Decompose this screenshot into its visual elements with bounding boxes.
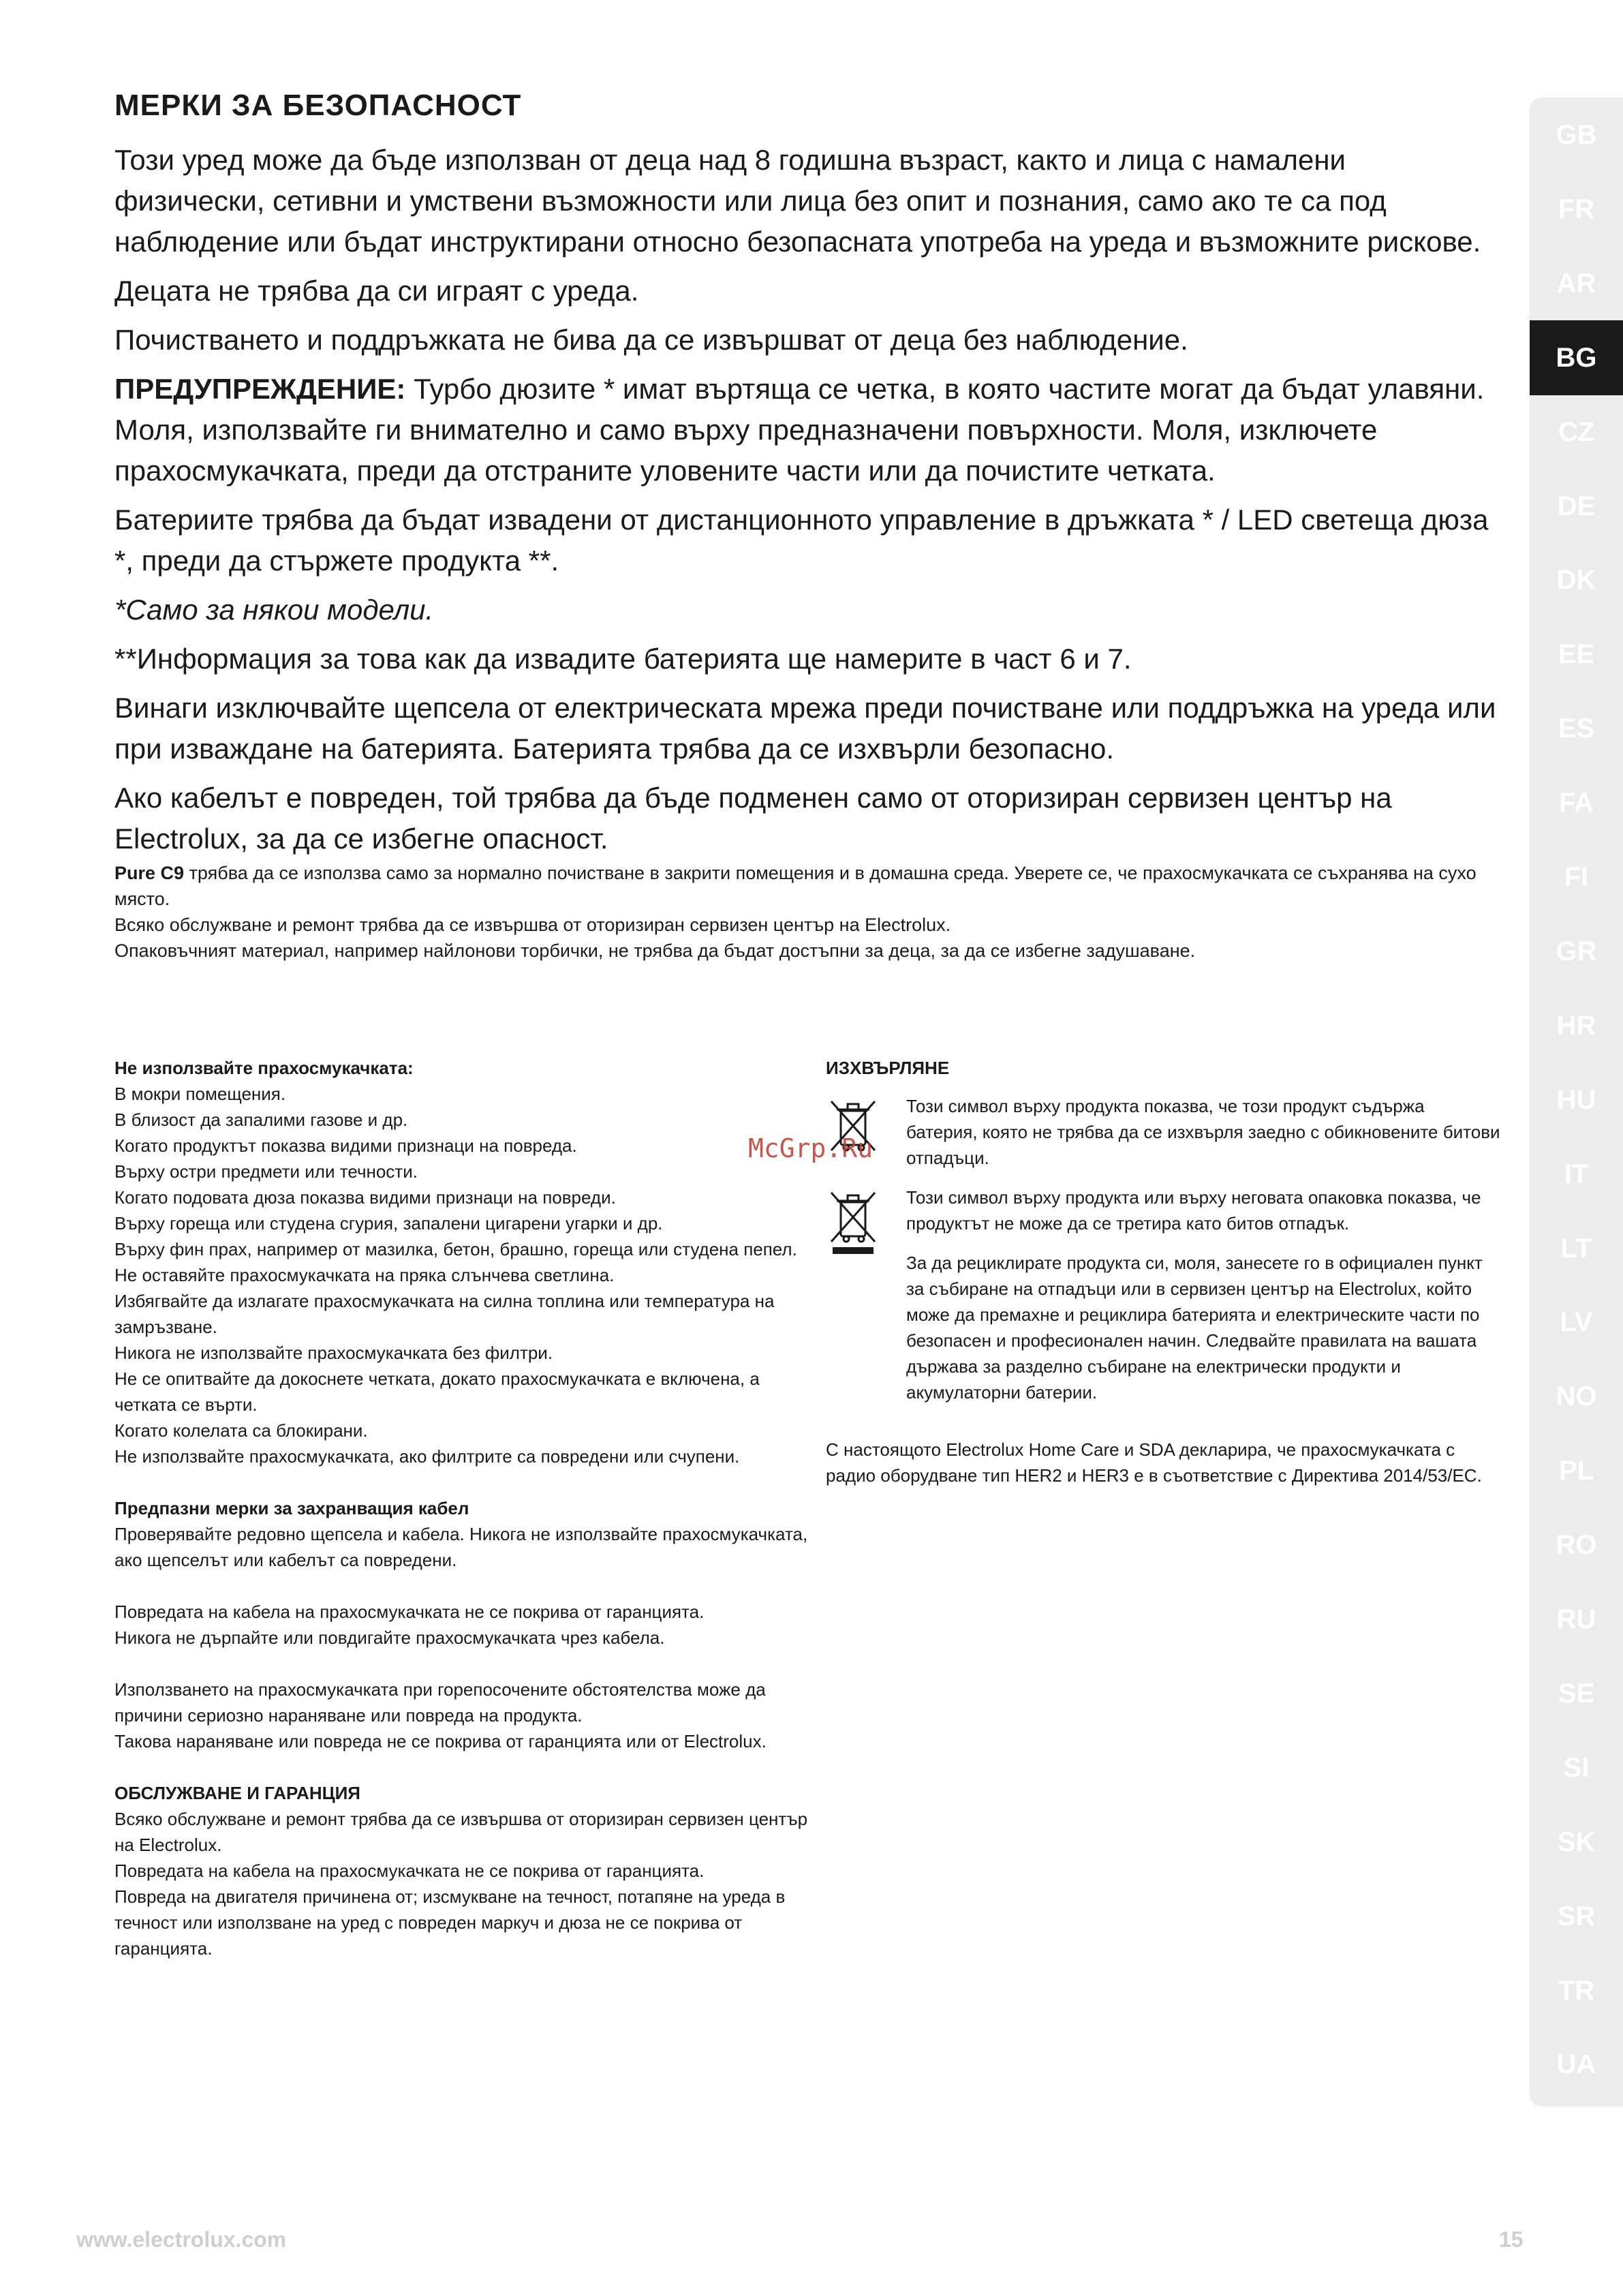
language-tab-hu[interactable]: HU bbox=[1556, 1084, 1596, 1115]
disposal-text: Този символ върху продукта показва, че този продукт съдържа батерия, която не трябва да се изхвърля заедно с обикновените битови отпадъци. bbox=[906, 1096, 1500, 1168]
language-tab-hr[interactable]: HR bbox=[1556, 1010, 1596, 1041]
section-heading: ИЗХВЪРЛЯНЕ bbox=[826, 1058, 950, 1078]
usage-note: Опаковъчният материал, например найлонови торбички, не трябва да бъдат достъпни за деца, за да се избегне задушаване. bbox=[114, 940, 1196, 961]
language-tab-ee[interactable]: EE bbox=[1558, 639, 1595, 670]
list-item: В близост да запалими газове и др. bbox=[114, 1109, 408, 1130]
language-tab-gr[interactable]: GR bbox=[1556, 936, 1597, 966]
list-item: Върху остри предмети или течности. bbox=[114, 1161, 418, 1182]
service-note: Всяко обслужване и ремонт трябва да се извършва от оторизиран сервизен център на Electrolux. bbox=[114, 1809, 808, 1855]
language-sidebar bbox=[1530, 97, 1623, 2107]
language-tab-fi[interactable]: FI bbox=[1564, 862, 1589, 892]
watermark: McGrp.Ru bbox=[748, 1133, 874, 1163]
intro-paragraph: Този уред може да бъде използван от деца над 8 годишна възраст, както и лица с намалени физически, сетивни и умствени възможности или лица без опит и познания, само ако те са под наблюдение или бъдат инструктирани относно безопасната употреба на уреда и възможните рискове. bbox=[114, 144, 1481, 258]
language-tab-fa[interactable]: FA bbox=[1558, 788, 1594, 818]
list-item: Когато колелата са блокирани. bbox=[114, 1420, 368, 1441]
battery-note: **Информация за това как да извадите батерията ще намерите в част 6 и 7. bbox=[114, 643, 1132, 675]
language-tab-it[interactable]: IT bbox=[1564, 1159, 1589, 1189]
intro-paragraph: Ако кабелът е повреден, той трябва да бъде подменен само от оторизиран сервизен център на Electrolux, за да се избегне опасност. bbox=[114, 782, 1392, 855]
declaration: С настоящото Electrolux Home Care и SDA декларира, че прахосмукачката с радио оборудване тип HER2 и HER3 е в съответствие с Директива 2014/53/ЕС. bbox=[826, 1439, 1482, 1486]
usage-note bbox=[114, 860, 1498, 912]
list-item: Не оставяйте прахосмукачката на пряка слънчева светлина. bbox=[114, 1265, 615, 1285]
cable-section bbox=[114, 1495, 809, 1573]
misuse-note: Използването на прахосмукачката при горепосочените обстоятелства може да причини сериозно нараняване или повреда на продукта. bbox=[114, 1679, 766, 1726]
language-tab-ua[interactable]: UA bbox=[1556, 2049, 1596, 2080]
language-tab-lt[interactable]: LT bbox=[1560, 1233, 1592, 1264]
usage-note-text: трябва да се използва само за нормално почистване в закрити помещения и в домашна среда. Уверете се, че прахосмукачката се съхранява на сухо място. bbox=[114, 863, 1477, 909]
cable-warranty bbox=[114, 1599, 809, 1651]
list-item: Когато подовата дюза показва видими признаци на повреди. bbox=[114, 1187, 616, 1208]
safety-intro bbox=[114, 140, 1498, 868]
left-column bbox=[114, 1055, 809, 1987]
intro-paragraph: Винаги изключвайте щепсела от електрическата мрежа преди почистване или поддръжка на уреда или при изваждане на батерията. Батерията трябва да се изхвърли безопасно. bbox=[114, 692, 1496, 765]
battery-symbol-row bbox=[826, 1093, 1500, 1171]
footer-url: www.electrolux.com bbox=[76, 2227, 287, 2252]
warning-label: ПРЕДУПРЕЖДЕНИЕ: bbox=[114, 373, 406, 405]
language-tab-gb[interactable]: GB bbox=[1556, 120, 1597, 150]
language-tab-lv[interactable]: LV bbox=[1560, 1307, 1593, 1338]
language-tab-es[interactable]: ES bbox=[1558, 714, 1595, 744]
language-tab-ar[interactable]: AR bbox=[1556, 268, 1596, 299]
service-note: Повредата на кабела на прахосмукачката не се покрива от гаранцията. bbox=[114, 1861, 705, 1881]
language-tab-sr[interactable]: SR bbox=[1557, 1901, 1596, 1931]
intro-paragraph: Децата не трябва да си играят с уреда. bbox=[114, 275, 639, 307]
cable-note: Проверявайте редовно щепсела и кабела. Никога не използвайте прахосмукачката, ако щепселът или кабелът са повредени. bbox=[114, 1524, 808, 1570]
do-not-use-section bbox=[114, 1055, 809, 1469]
page-title: МЕРКИ ЗА БЕЗОПАСНОСТ bbox=[114, 89, 522, 122]
language-tab-bg[interactable]: BG bbox=[1530, 320, 1623, 395]
model-name: Pure C9 bbox=[114, 863, 185, 883]
list-item: Не използвайте прахосмукачката, ако филтрите са повредени или счупени. bbox=[114, 1446, 740, 1467]
list-item: Върху фин прах, например от мазилка, бетон, брашно, гореща или студена пепел. bbox=[114, 1239, 797, 1259]
section-heading: Предпазни мерки за захранващия кабел bbox=[114, 1498, 469, 1518]
models-note: *Само за някои модели. bbox=[114, 594, 434, 626]
language-tab-si[interactable]: SI bbox=[1563, 1752, 1590, 1783]
usage-notes bbox=[114, 860, 1498, 964]
list-item: В мокри помещения. bbox=[114, 1084, 286, 1104]
recycle-instructions bbox=[826, 1250, 1500, 1405]
cable-note: Никога не дърпайте или повдигайте прахосмукачката чрез кабела. bbox=[114, 1627, 665, 1648]
cable-note: Повредата на кабела на прахосмукачката не се покрива от гаранцията. bbox=[114, 1602, 705, 1622]
service-section bbox=[114, 1780, 809, 1961]
language-tab-se[interactable]: SE bbox=[1558, 1678, 1595, 1709]
list-item: Когато продуктът показва видими признаци на повреда. bbox=[114, 1135, 577, 1156]
right-column bbox=[826, 1055, 1500, 1488]
list-item: Избягвайте да излагате прахосмукачката на силна топлина или температура на замръзване. bbox=[114, 1291, 775, 1337]
list-item: Никога не използвайте прахосмукачката без филтри. bbox=[114, 1343, 553, 1363]
page-number: 15 bbox=[1499, 2227, 1524, 2252]
language-tab-pl[interactable]: PL bbox=[1558, 1456, 1594, 1486]
language-tab-ro[interactable]: RO bbox=[1556, 1530, 1597, 1561]
service-note: Повреда на двигателя причинена от; изсмукване на течност, потапяне на уреда в течност или използване на уред с повреден маркуч и дюза не се покрива от гаранцията. bbox=[114, 1886, 786, 1959]
intro-paragraph: Батериите трябва да бъдат извадени от дистанционното управление в дръжката * / LED светеща дюза *, преди да стържете продукта **. bbox=[114, 504, 1489, 577]
language-tab-tr[interactable]: TR bbox=[1558, 1975, 1595, 2006]
warning-paragraph bbox=[114, 369, 1498, 491]
language-tab-dk[interactable]: DK bbox=[1556, 565, 1596, 596]
language-tab-sk[interactable]: SK bbox=[1557, 1826, 1596, 1857]
section-heading: Не използвайте прахосмукачката: bbox=[114, 1058, 414, 1078]
language-tab-no[interactable]: NO bbox=[1556, 1381, 1597, 1412]
warning-text: Турбо дюзите * имат въртяща се четка, в която частите могат да бъдат улавяни. Моля, използвайте ги внимателно и само върху предназначени повърхности. Моля, изключете прахосмукачката, преди да отстраните уловените части или да почистите четката. bbox=[114, 373, 1485, 487]
misuse-note: Такова нараняване или повреда не се покрива от гаранцията или от Electrolux. bbox=[114, 1731, 767, 1751]
language-tab-cz[interactable]: CZ bbox=[1558, 416, 1595, 447]
list-item: Не се опитвайте да докоснете четката, докато прахосмукачката е включена, а четката се върти. bbox=[114, 1368, 760, 1415]
disposal-text: За да рециклирате продукта си, моля, занесете го в официален пункт за събиране на отпадъци или в сервизен център на Electrolux, който може да премахне и рециклира батерията и електрическите части по безопасен и професионален начин. Следвайте правилата на вашата държава за разделно събиране на електрически продукти и акумулаторни батерии. bbox=[906, 1253, 1483, 1403]
language-tab-de[interactable]: DE bbox=[1557, 491, 1596, 521]
intro-paragraph: Почистването и поддръжката не бива да се извършват от деца без наблюдение. bbox=[114, 324, 1188, 356]
disposal-text: Този символ върху продукта или върху неговата опаковка показва, че продуктът не може да се третира като битов отпадък. bbox=[906, 1187, 1481, 1234]
section-heading: ОБСЛУЖВАНЕ И ГАРАНЦИЯ bbox=[114, 1783, 360, 1803]
language-tab-ru[interactable]: RU bbox=[1556, 1604, 1596, 1634]
language-tab-fr[interactable]: FR bbox=[1558, 194, 1595, 224]
usage-note: Всяко обслужване и ремонт трябва да се извършва от оторизиран сервизен център на Electrolux. bbox=[114, 915, 951, 935]
weee-symbol-row bbox=[826, 1184, 1500, 1236]
misuse-section bbox=[114, 1677, 809, 1754]
list-item: Върху гореща или студена сгурия, запалени цигарени угарки и др. bbox=[114, 1213, 663, 1234]
